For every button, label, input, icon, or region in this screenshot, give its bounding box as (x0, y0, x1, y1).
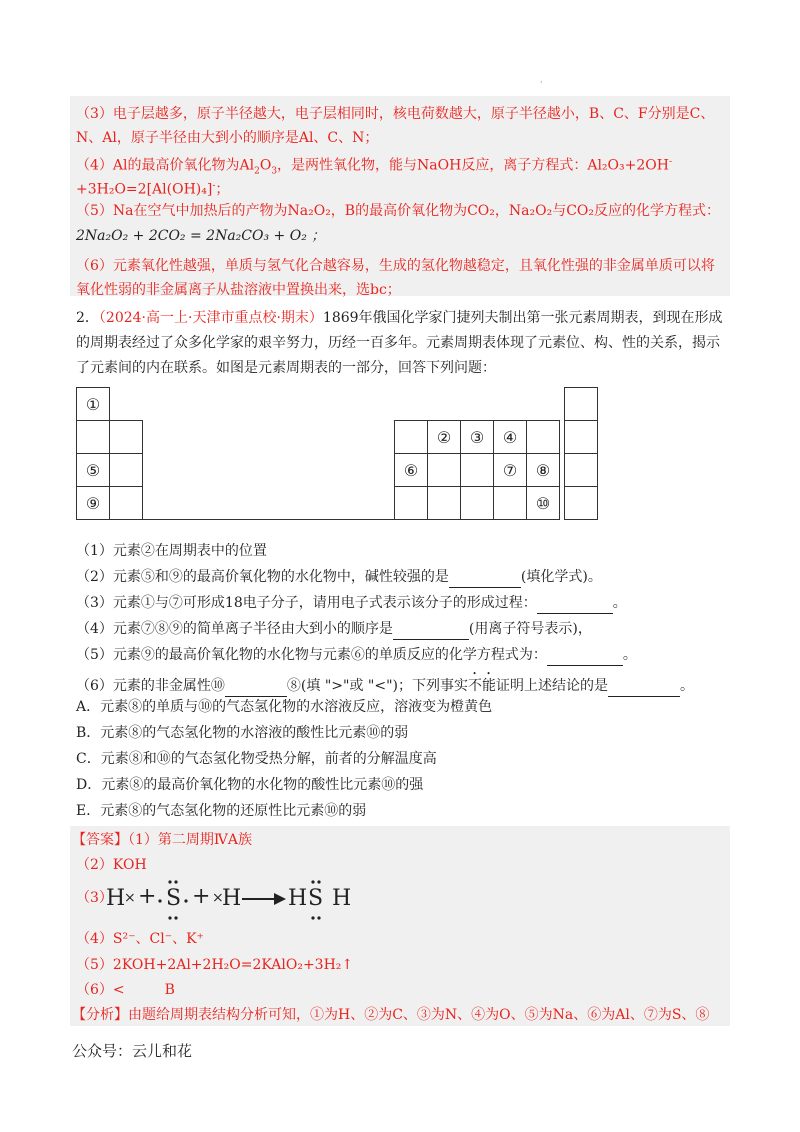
answer-prev-equation: 2Na₂O₂ + 2CO₂ = 2Na₂CO₃ + O₂ ； (76, 228, 326, 244)
lewis-cross: × (212, 890, 224, 906)
table-cell (427, 453, 461, 487)
answer-prev-p5a: （5）Na在空气中加热后的产物为Na₂O₂，B的最高价氧化物为CO₂，Na₂O₂与CO₂反应的化学方程式： (76, 203, 720, 219)
table-cell (460, 453, 494, 487)
table-cell (564, 387, 598, 421)
subquestion-2: （2）元素⑤和⑨的最高价氧化物的水化物中，碱性较强的是 (填化学式)。 (76, 566, 602, 588)
answer-prev-p4a: （4）Al的最高价氧化物为$Al_2O_3$，是两性氧化物，能与NaOH反应，离子方程式：Al₂O₃+2OH- (76, 157, 672, 177)
option-b: B．元素⑧的气态氢化物的水溶液的酸性比元素⑩的弱 (76, 725, 409, 741)
lewis-h-left: H (106, 886, 126, 911)
option-a: A．元素⑧的单质与⑩的气态氢化物的水溶液反应，溶液变为橙黄色 (76, 699, 493, 715)
table-cell (493, 486, 527, 520)
table-cell (564, 420, 598, 454)
table-cell-e8: ⑧ (526, 453, 560, 487)
table-cell (109, 420, 143, 454)
answer-prev-p3b: N、Al，原子半径由大到小的顺序是Al、C、N； (76, 130, 379, 146)
answer-6: （6）< B (76, 982, 175, 998)
answer-prev-p6b: 氧化性弱的非金属离子从盐溶液中置换出来，选bc； (76, 282, 401, 298)
answer-4: （4）S²⁻、Cl⁻、K⁺ (76, 931, 204, 947)
lewis-h-right: H (222, 886, 242, 911)
lewis-plus: + (138, 884, 157, 909)
answer-blank[interactable] (537, 613, 613, 614)
subquestion-4: （4）元素⑦⑧⑨的简单离子半径由大到小的顺序是 (用离子符号表示)， (76, 618, 592, 640)
subquestion-5: （5）元素⑨的最高价氧化物的水化物与元素⑥的单质反应的化学方程式为： 。 (76, 644, 637, 666)
lewis-h2s-s: S (308, 886, 324, 911)
page-dot: · (540, 78, 543, 87)
option-e: E．元素⑧的气态氢化物的还原性比元素⑩的弱 (76, 803, 367, 819)
lewis-formation-diagram (104, 874, 350, 924)
table-cell (109, 453, 143, 487)
question-intro-line2: 的周期表经过了众多化学家的艰辛努力，历经一百多年。元素周期表体现了元素位、构、性的关系，揭示 (76, 335, 720, 351)
table-cell-e3: ③ (460, 420, 494, 454)
table-cell (394, 486, 428, 520)
table-cell (526, 420, 560, 454)
subquestion-6: （6）元素的非金属性⑩ ⑧(填 ">"或 "<")；下列事实不能证明上述结论的是 。 (76, 670, 694, 697)
answer-prev-p3a: （3）电子层越多，原子半径越大，电子层相同时，核电荷数越大，原子半径越小，B、C、F分别是C、 (76, 106, 715, 122)
answer-tag: 【答案】 (72, 832, 128, 848)
question-intro-line3: 了元素间的内在联系。如图是元素周期表的一部分，回答下列问题： (76, 360, 496, 376)
table-cell-e5: ⑤ (76, 453, 110, 487)
table-cell (109, 486, 143, 520)
table-cell-e2: ② (427, 420, 461, 454)
table-cell-e1: ① (76, 387, 110, 421)
answer-2: （2）KOH (76, 857, 147, 873)
question-source: （2024·高一上·天津市重点校·期末） (98, 310, 323, 326)
lewis-cross: × (124, 890, 136, 906)
analysis: 【分析】由题给周期表结构分析可知，①为H、②为C、③为N、④为O、⑤为Na、⑥为Al、⑦为S、⑧ (72, 1007, 710, 1023)
answer-5: （5）2KOH+2Al+2H₂O=2KAlO₂+3H₂↑ (76, 957, 354, 973)
table-cell (394, 420, 428, 454)
subquestion-1: （1）元素②在周期表中的位置 (76, 543, 267, 559)
answer-blank[interactable] (547, 665, 623, 666)
answer-prev-p6a: （6）元素氧化性越强，单质与氢气化合越容易，生成的氢化物越稳定，且氧化性强的非金属单质可以将 (76, 258, 715, 274)
table-cell (564, 486, 598, 520)
table-cell (427, 486, 461, 520)
emphasis-not: 不能 (467, 678, 496, 694)
table-cell-e10: ⑩ (526, 486, 560, 520)
table-bottom-line (142, 519, 395, 520)
table-cell (564, 453, 598, 487)
subquestion-3: （3）元素①与⑦可形成18电子分子，请用电子式表示该分子的形成过程： 。 (76, 592, 627, 614)
table-cell (76, 420, 110, 454)
answer-blank[interactable] (449, 587, 521, 588)
lewis-s-left: S (166, 886, 182, 911)
table-cell-e6: ⑥ (394, 453, 428, 487)
answer-blank[interactable] (608, 696, 680, 697)
lewis-h2s-h-left: H (288, 886, 308, 911)
answer-prev-p4b: +3H₂O=2[Al(OH)₄]-； (76, 181, 230, 198)
table-cell-e9: ⑨ (76, 486, 110, 520)
table-cell-e4: ④ (493, 420, 527, 454)
footer-brand: 公众号：云儿和花 (72, 1042, 193, 1060)
question-intro-line1: 2．（2024·高一上·天津市重点校·期末）1869年俄国化学家门捷列夫制出第一张元素周期表，到现在形成 (76, 310, 723, 326)
option-d: D．元素⑧的最高价氧化物的水化物的酸性比元素⑩的强 (76, 777, 424, 793)
lewis-plus: + (192, 884, 211, 909)
lewis-h2s-h-right: H (332, 886, 352, 911)
option-c: C．元素⑧和⑩的气态氢化物受热分解，前者的分解温度高 (76, 751, 437, 767)
answer-blank[interactable] (393, 639, 469, 640)
answer-3-label: （3） (76, 890, 113, 906)
table-cell-e7: ⑦ (493, 453, 527, 487)
table-cell (460, 486, 494, 520)
answer-1: 【答案】（1）第二周期ⅣA族 (72, 832, 253, 848)
question-number: 2． (76, 310, 99, 326)
analysis-tag: 【分析】 (72, 1007, 128, 1023)
periodic-table-fragment (76, 387, 600, 522)
